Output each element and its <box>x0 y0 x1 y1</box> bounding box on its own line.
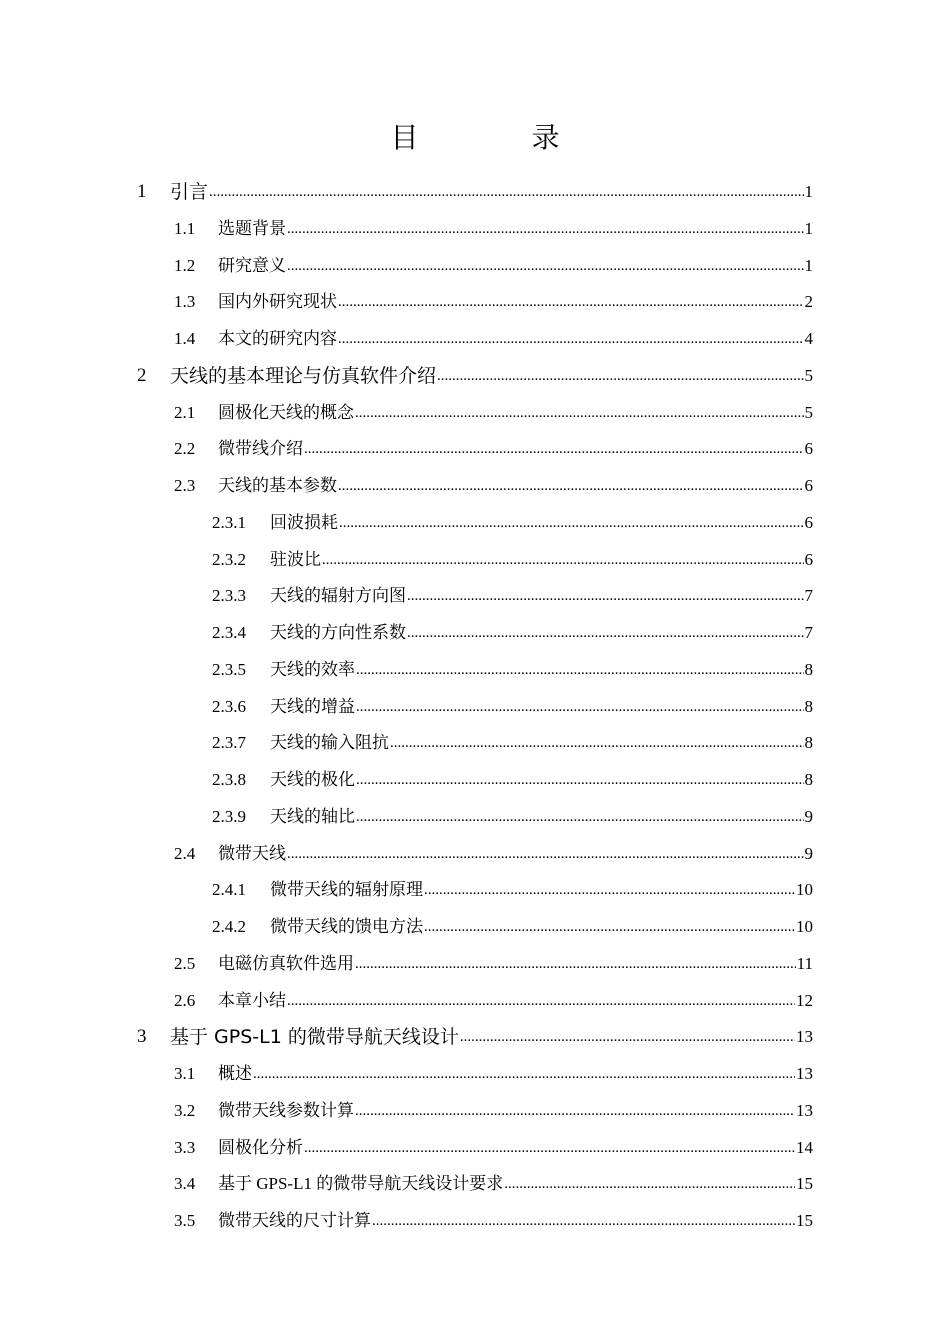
toc-entry-label: 电磁仿真软件选用 <box>218 953 354 973</box>
toc-entry-label: 微带天线的尺寸计算 <box>218 1211 371 1230</box>
toc-entry-label: 国内外研究现状 <box>218 292 337 312</box>
toc-entry-page-number: 10 <box>796 880 813 900</box>
toc-dot-leader <box>322 549 804 571</box>
toc-entry-label: 回波损耗 <box>270 512 338 532</box>
toc-entry-number: 2.2 <box>174 439 196 459</box>
toc-entry-label: 基于 GPS-L1 的微带导航天线设计 <box>170 1026 459 1049</box>
toc-entry-number: 2.3 <box>174 476 196 495</box>
toc-dot-leader <box>356 659 804 681</box>
toc-entry[interactable] <box>174 432 813 460</box>
toc-entry-label: 驻波比 <box>270 549 321 569</box>
toc-entry-number: 2.3.1 <box>212 512 246 532</box>
toc-entry-number: 3.4 <box>174 1174 196 1194</box>
toc-entry-number: 2.3.4 <box>212 623 246 642</box>
toc-entry-number: 2.3.7 <box>212 733 246 753</box>
toc-entry-number: 2.3.5 <box>212 659 246 679</box>
toc-entry-number: 2.4.2 <box>212 917 246 936</box>
toc-entry-page-number: 1 <box>804 182 813 201</box>
toc-entry[interactable] <box>212 653 813 681</box>
toc-entry[interactable] <box>174 1057 813 1085</box>
toc-entry[interactable] <box>174 396 813 424</box>
toc-entry-label: 研究意义 <box>218 255 286 275</box>
toc-entry-label: 天线的效率 <box>270 659 355 679</box>
toc-dot-leader <box>355 1100 795 1122</box>
toc-entry-number: 3.2 <box>174 1100 196 1120</box>
toc-dot-leader <box>372 1210 795 1232</box>
toc-entry-number: 2.4.1 <box>212 880 246 900</box>
toc-entry-page-number: 11 <box>796 953 813 973</box>
toc-entry-label: 选题背景 <box>218 218 286 238</box>
toc-entry-page-number: 9 <box>804 806 813 826</box>
toc-entry[interactable] <box>174 212 813 240</box>
toc-dot-leader <box>356 769 804 791</box>
toc-dot-leader <box>504 1173 795 1195</box>
toc-dot-leader <box>437 365 803 387</box>
toc-dot-leader <box>304 438 804 460</box>
toc-entry[interactable] <box>174 984 813 1012</box>
toc-entry[interactable] <box>137 359 813 387</box>
toc-entry-page-number: 15 <box>796 1174 813 1194</box>
toc-entry-label: 天线的增益 <box>270 696 355 716</box>
toc-entry-number: 3.3 <box>174 1137 196 1157</box>
toc-entry-number: 2.1 <box>174 402 196 422</box>
toc-entry[interactable] <box>212 763 813 791</box>
toc-entry-page-number: 6 <box>804 549 813 569</box>
toc-dot-leader <box>338 291 804 313</box>
toc-entry[interactable] <box>212 726 813 754</box>
toc-entry-label: 微带天线的辐射原理 <box>270 880 423 900</box>
toc-entry[interactable] <box>212 873 813 901</box>
toc-entry[interactable] <box>212 800 813 828</box>
toc-entry-page-number: 5 <box>804 365 813 385</box>
toc-entry-label: 本文的研究内容 <box>218 329 337 348</box>
toc-entry-page-number: 8 <box>804 733 813 753</box>
toc-dot-leader <box>287 218 804 240</box>
toc-entry-page-number: 13 <box>796 1064 813 1083</box>
toc-dot-leader <box>287 990 795 1012</box>
toc-entry[interactable] <box>174 1167 813 1195</box>
page-title: 目 录 <box>390 121 612 154</box>
toc-entry-page-number: 14 <box>796 1137 813 1157</box>
toc-dot-leader <box>287 843 804 865</box>
toc-entry-page-number: 8 <box>804 770 813 789</box>
toc-entry-number: 3.5 <box>174 1211 196 1230</box>
toc-entry-page-number: 8 <box>804 659 813 679</box>
toc-entry-label: 圆极化天线的概念 <box>218 402 354 422</box>
toc-entry[interactable] <box>174 249 813 277</box>
toc-dot-leader <box>424 916 795 938</box>
toc-entry-number: 1 <box>137 181 147 202</box>
toc-entry-page-number: 9 <box>804 843 813 863</box>
toc-entry-number: 1.1 <box>174 218 196 238</box>
toc-entry-page-number: 7 <box>804 586 813 606</box>
toc-entry-label: 天线的方向性系数 <box>270 623 406 642</box>
toc-entry[interactable] <box>174 322 813 350</box>
toc-dot-leader <box>355 402 804 424</box>
toc-dot-leader <box>460 1026 795 1048</box>
toc-entry-label: 微带天线 <box>218 843 286 863</box>
toc-entry-number: 2.3.8 <box>212 770 246 789</box>
toc-entry-page-number: 13 <box>796 1027 813 1047</box>
toc-entry-label: 基于 GPS-L1 的微带导航天线设计要求 <box>218 1174 504 1194</box>
toc-entry-number: 3 <box>137 1026 147 1048</box>
toc-dot-leader <box>338 328 804 350</box>
toc-entry[interactable] <box>174 1204 813 1232</box>
toc-entry-number: 3.1 <box>174 1064 196 1083</box>
toc-entry-number: 2.3.9 <box>212 806 246 826</box>
toc-entry[interactable] <box>174 285 813 313</box>
toc-dot-leader <box>304 1137 795 1159</box>
toc-entry-page-number: 4 <box>804 329 813 348</box>
toc-entry-number: 2.6 <box>174 990 196 1010</box>
toc-dot-leader <box>338 475 804 497</box>
toc-entry-number: 2.3.3 <box>212 586 246 606</box>
toc-entry-label: 引言 <box>170 181 209 203</box>
toc-entry[interactable] <box>174 469 813 497</box>
toc-entry-page-number: 5 <box>804 402 813 422</box>
toc-entry-page-number: 6 <box>804 476 813 495</box>
toc-entry-label: 概述 <box>218 1064 252 1083</box>
toc-entry[interactable] <box>212 910 813 938</box>
toc-entry-number: 1.3 <box>174 292 196 312</box>
toc-entry[interactable] <box>212 506 813 534</box>
toc-dot-leader <box>339 512 804 534</box>
toc-entry-page-number: 12 <box>796 990 813 1010</box>
toc-entry[interactable] <box>137 1020 813 1048</box>
toc-entry-page-number: 13 <box>796 1100 813 1120</box>
toc-dot-leader <box>355 953 796 975</box>
toc-entry-label: 天线的轴比 <box>270 806 355 826</box>
toc-entry-label: 天线的基本参数 <box>218 476 337 495</box>
toc-entry-label: 天线的极化 <box>270 770 355 789</box>
toc-entry[interactable] <box>137 175 813 203</box>
toc-entry[interactable] <box>212 543 813 571</box>
toc-dot-leader <box>253 1063 795 1085</box>
toc-dot-leader <box>287 255 804 277</box>
toc-entry-page-number: 6 <box>804 439 813 459</box>
toc-entry-number: 2.3.6 <box>212 696 246 716</box>
toc-entry[interactable] <box>212 690 813 718</box>
toc-entry-label: 本章小结 <box>218 990 286 1010</box>
toc-dot-leader <box>356 696 804 718</box>
toc-entry-page-number: 1 <box>804 218 813 238</box>
toc-entry-number: 1.2 <box>174 255 196 275</box>
toc-dot-leader <box>407 585 804 607</box>
toc-entry-label: 天线的辐射方向图 <box>270 586 406 606</box>
toc-entry-label: 微带天线参数计算 <box>218 1100 354 1120</box>
toc-dot-leader <box>390 732 804 754</box>
toc-dot-leader <box>424 879 795 901</box>
toc-dot-leader <box>407 622 804 644</box>
toc-entry[interactable] <box>212 579 813 607</box>
toc-entry[interactable] <box>174 1094 813 1122</box>
toc-entry-page-number: 15 <box>796 1211 813 1230</box>
toc-entry[interactable] <box>174 947 813 975</box>
toc-entry[interactable] <box>212 616 813 644</box>
toc-entry-label: 天线的基本理论与仿真软件介绍 <box>170 364 437 387</box>
toc-entry-number: 2 <box>137 364 147 386</box>
toc-entry-number: 2.4 <box>174 843 196 863</box>
toc-entry-label: 微带线介绍 <box>218 439 303 459</box>
toc-entry-label: 微带天线的馈电方法 <box>270 917 423 936</box>
toc-entry[interactable] <box>174 837 813 865</box>
toc-dot-leader <box>209 181 803 203</box>
toc-entry-number: 1.4 <box>174 329 196 348</box>
toc-entry-number: 2.5 <box>174 953 196 973</box>
toc-entry-page-number: 2 <box>804 292 813 312</box>
toc-entry-page-number: 8 <box>804 696 813 716</box>
toc-entry-page-number: 10 <box>796 917 813 936</box>
toc-entry-label: 天线的输入阻抗 <box>270 733 389 753</box>
toc-entry-page-number: 6 <box>804 512 813 532</box>
toc-entry-page-number: 1 <box>804 255 813 275</box>
toc-entry-page-number: 7 <box>804 623 813 642</box>
toc-entry-label: 圆极化分析 <box>218 1137 303 1157</box>
toc-entry-number: 2.3.2 <box>212 549 246 569</box>
toc-entry[interactable] <box>174 1131 813 1159</box>
toc-dot-leader <box>356 806 804 828</box>
